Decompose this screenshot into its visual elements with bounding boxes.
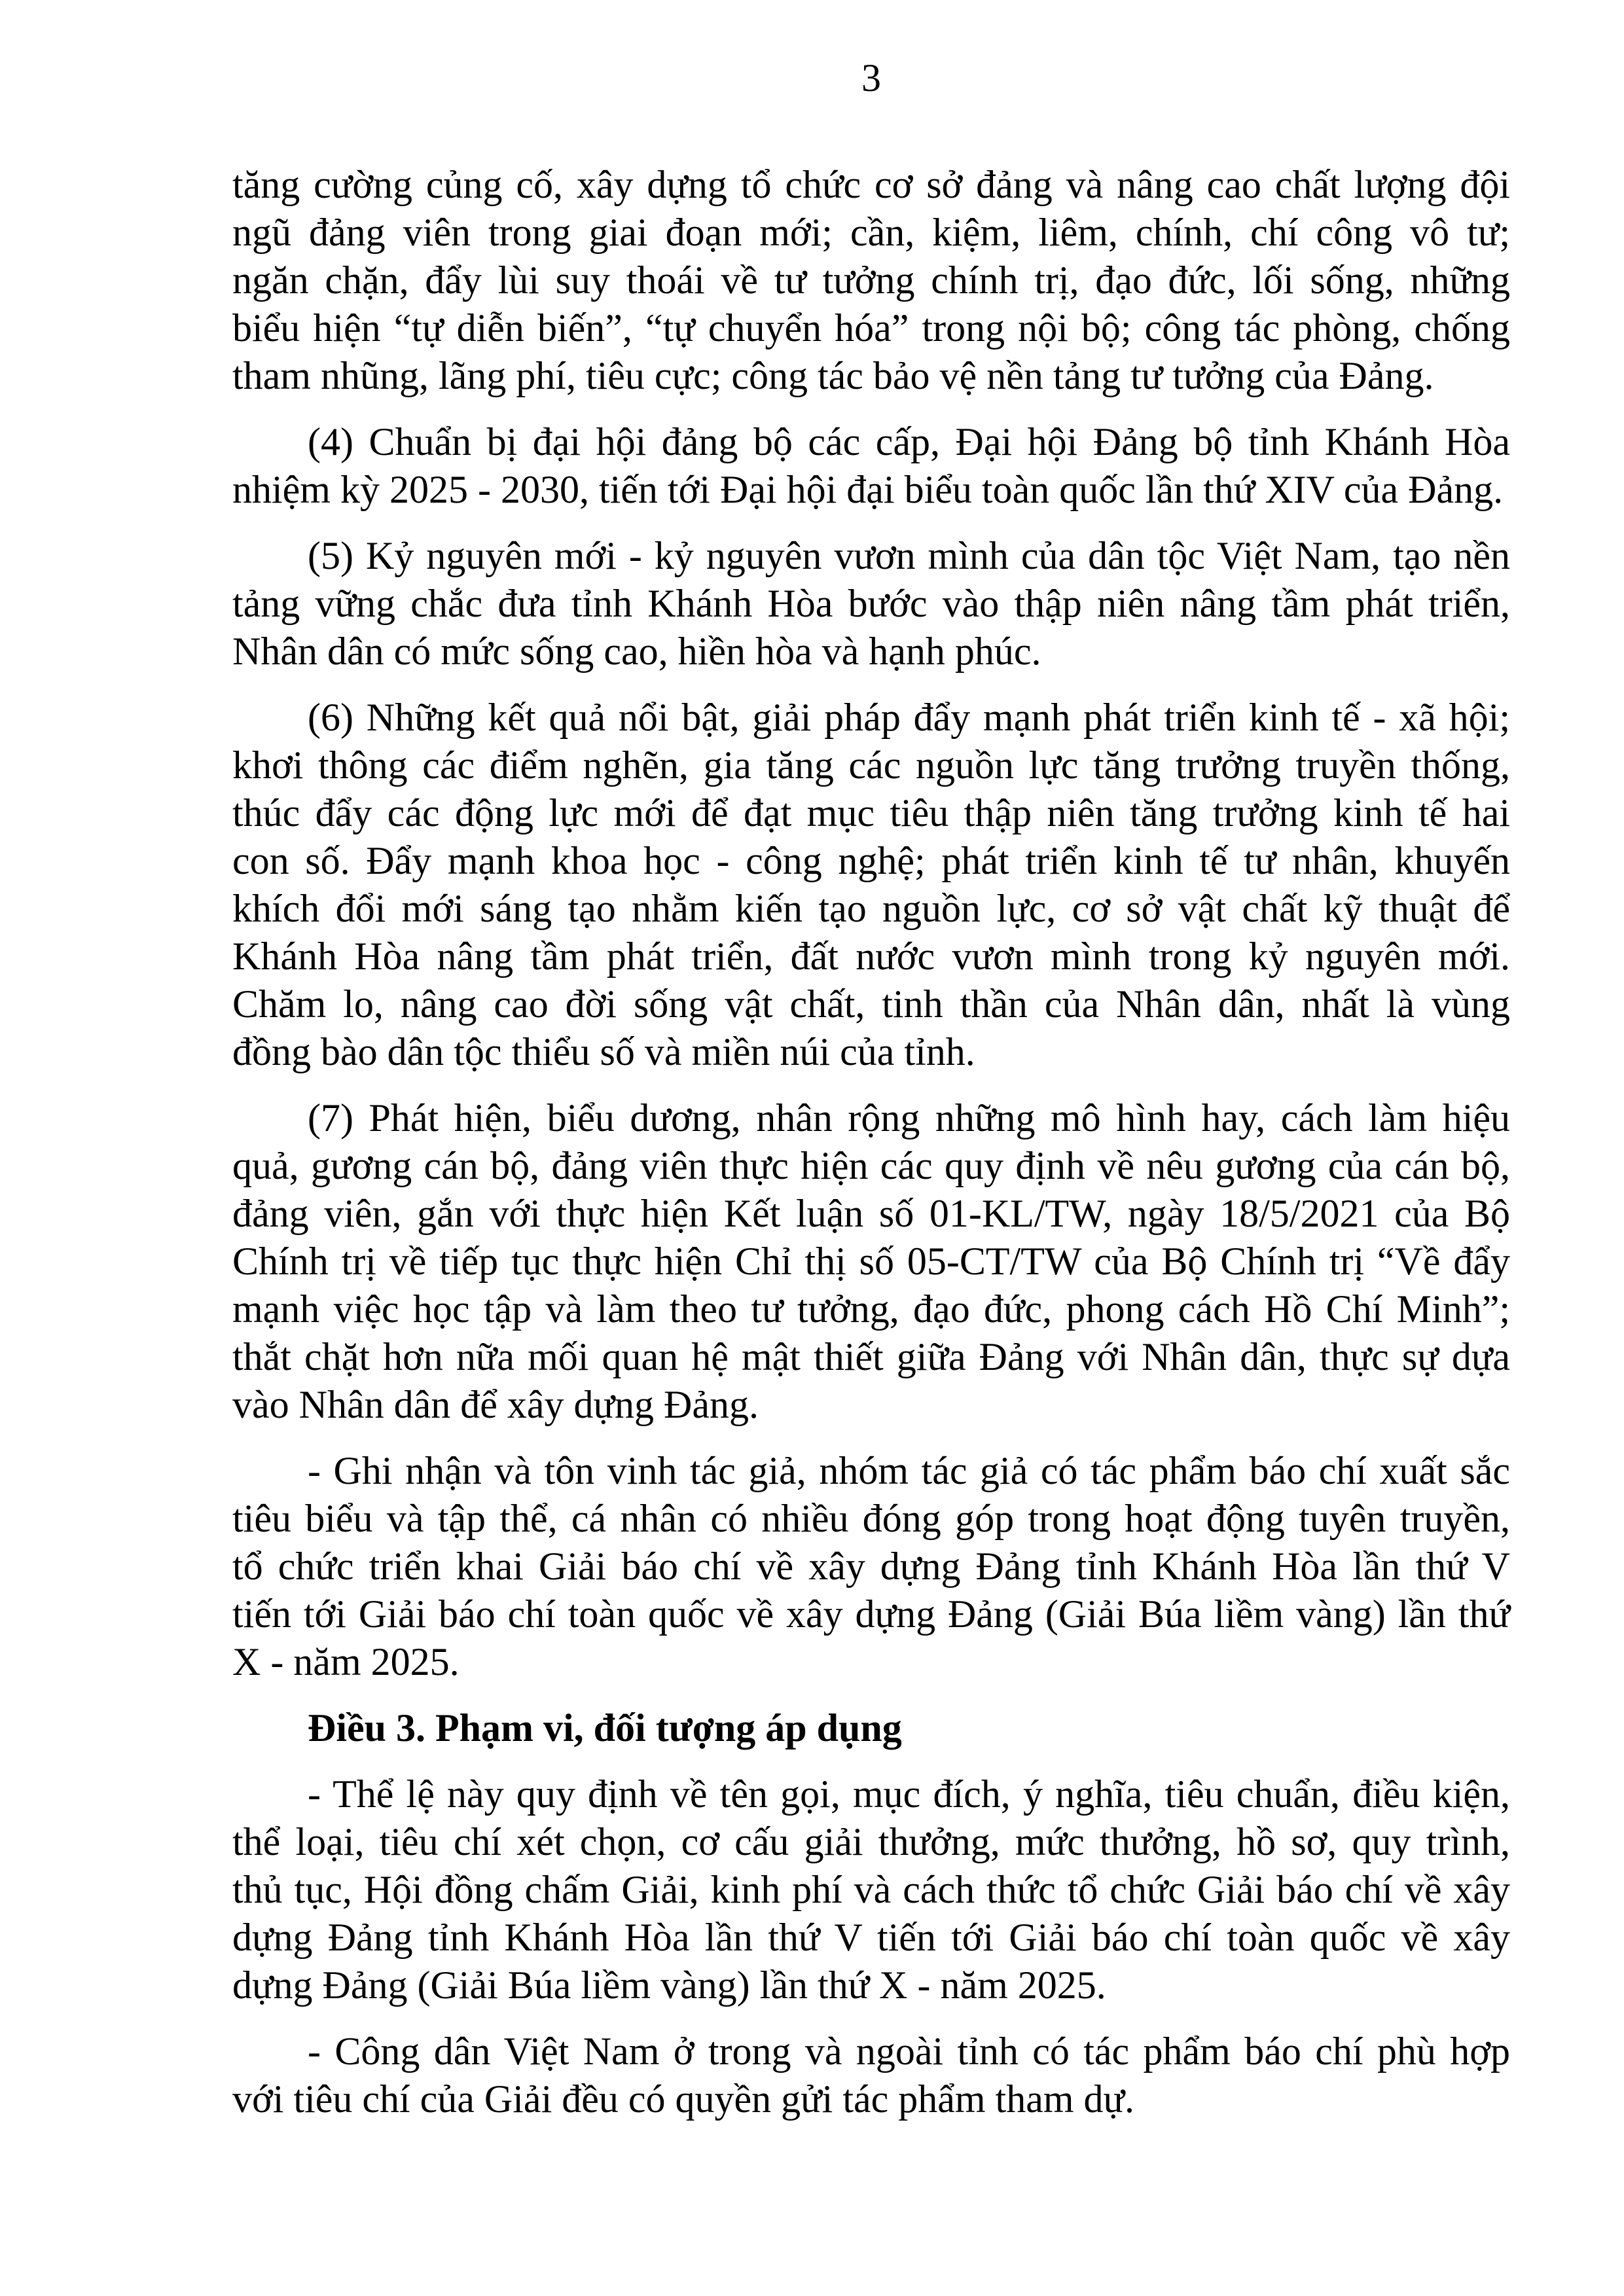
text-line: X - năm 2025. bbox=[232, 1640, 460, 1683]
paragraph bbox=[232, 2028, 1510, 2123]
text-line: tảng vững chắc đưa tỉnh Khánh Hòa bước vào thập niên nâng tầm phát triển, bbox=[232, 582, 1510, 625]
paragraph bbox=[232, 161, 1510, 400]
text-line: đồng bào dân tộc thiểu số và miền núi của tỉnh. bbox=[232, 1030, 975, 1073]
paragraph bbox=[232, 418, 1510, 514]
text-line: tăng cường củng cố, xây dựng tổ chức cơ sở đảng và nâng cao chất lượng đội bbox=[232, 163, 1510, 206]
text-line: con số. Đẩy mạnh khoa học - công nghệ; phát triển kinh tế tư nhân, khuyến bbox=[232, 839, 1510, 882]
text-line: tổ chức triển khai Giải báo chí về xây dựng Đảng tỉnh Khánh Hòa lần thứ V bbox=[232, 1545, 1510, 1588]
text-line: biểu hiện “tự diễn biến”, “tự chuyển hóa” trong nội bộ; công tác phòng, chống bbox=[232, 306, 1510, 350]
text-line: (5) Kỷ nguyên mới - kỷ nguyên vươn mình của dân tộc Việt Nam, tạo nền bbox=[308, 534, 1510, 577]
text-line: tiêu biểu và tập thể, cá nhân có nhiều đóng góp trong hoạt động tuyên truyền, bbox=[232, 1497, 1510, 1540]
text-line: (7) Phát hiện, biểu dương, nhân rộng những mô hình hay, cách làm hiệu bbox=[308, 1096, 1510, 1139]
text-line: tham nhũng, lãng phí, tiêu cực; công tác bảo vệ nền tảng tư tưởng của Đảng. bbox=[232, 354, 1434, 397]
text-line: quả, gương cán bộ, đảng viên thực hiện các quy định về nêu gương của cán bộ, bbox=[232, 1144, 1510, 1187]
text-line: khơi thông các điểm nghẽn, gia tăng các nguồn lực tăng trưởng truyền thống, bbox=[232, 744, 1510, 787]
paragraph bbox=[232, 1094, 1510, 1429]
paragraph bbox=[232, 1447, 1510, 1686]
text-line: thể loại, tiêu chí xét chọn, cơ cấu giải thưởng, mức thưởng, hồ sơ, quy trình, bbox=[232, 1820, 1510, 1863]
text-line: (4) Chuẩn bị đại hội đảng bộ các cấp, Đại hội Đảng bộ tỉnh Khánh Hòa bbox=[308, 420, 1510, 463]
text-line: - Thể lệ này quy định về tên gọi, mục đích, ý nghĩa, tiêu chuẩn, điều kiện, bbox=[308, 1772, 1510, 1816]
text-line: thắt chặt hơn nữa mối quan hệ mật thiết giữa Đảng với Nhân dân, thực sự dựa bbox=[232, 1335, 1510, 1378]
text-line: ngũ đảng viên trong giai đoạn mới; cần, kiệm, liêm, chính, chí công vô tư; bbox=[232, 211, 1510, 254]
text-line: - Ghi nhận và tôn vinh tác giả, nhóm tác giả có tác phẩm báo chí xuất sắc bbox=[308, 1449, 1510, 1492]
text-line: Chăm lo, nâng cao đời sống vật chất, tinh thần của Nhân dân, nhất là vùng bbox=[232, 982, 1510, 1026]
text-line: vào Nhân dân để xây dựng Đảng. bbox=[232, 1383, 759, 1426]
text-line: - Công dân Việt Nam ở trong và ngoài tỉnh có tác phẩm báo chí phù hợp bbox=[308, 2030, 1510, 2073]
text-line: dựng Đảng (Giải Búa liềm vàng) lần thứ X - năm 2025. bbox=[232, 1964, 1106, 2007]
text-line: mạnh việc học tập và làm theo tư tưởng, đạo đức, phong cách Hồ Chí Minh”; bbox=[232, 1287, 1510, 1331]
text-line: tiến tới Giải báo chí toàn quốc về xây dựng Đảng (Giải Búa liềm vàng) lần thứ bbox=[232, 1592, 1510, 1636]
text-line: Khánh Hòa nâng tầm phát triển, đất nước vươn mình trong kỷ nguyên mới. bbox=[232, 935, 1510, 978]
section-heading bbox=[232, 1704, 1510, 1752]
text-line: Chính trị về tiếp tục thực hiện Chỉ thị số 05-CT/TW của Bộ Chính trị “Về đẩy bbox=[232, 1240, 1510, 1283]
paragraph bbox=[232, 694, 1510, 1076]
document-body bbox=[232, 161, 1510, 2142]
paragraph bbox=[232, 532, 1510, 675]
text-line: đảng viên, gắn với thực hiện Kết luận số 01-KL/TW, ngày 18/5/2021 của Bộ bbox=[232, 1192, 1510, 1235]
text-line: Nhân dân có mức sống cao, hiền hòa và hạnh phúc. bbox=[232, 630, 1041, 673]
text-line: khích đổi mới sáng tạo nhằm kiến tạo nguồn lực, cơ sở vật chất kỹ thuật để bbox=[232, 887, 1510, 930]
text-line: Điều 3. Phạm vi, đối tượng áp dụng bbox=[308, 1706, 902, 1749]
text-line: thúc đẩy các động lực mới để đạt mục tiêu thập niên tăng trưởng kinh tế hai bbox=[232, 791, 1510, 834]
text-line: dựng Đảng tỉnh Khánh Hòa lần thứ V tiến tới Giải báo chí toàn quốc về xây bbox=[232, 1916, 1510, 1959]
text-line: với tiêu chí của Giải đều có quyền gửi tác phẩm tham dự. bbox=[232, 2077, 1135, 2121]
text-line: (6) Những kết quả nổi bật, giải pháp đẩy mạnh phát triển kinh tế - xã hội; bbox=[308, 696, 1510, 739]
text-line: nhiệm kỳ 2025 - 2030, tiến tới Đại hội đại biểu toàn quốc lần thứ XIV của Đảng. bbox=[232, 468, 1504, 511]
paragraph bbox=[232, 1770, 1510, 2009]
text-line: thủ tục, Hội đồng chấm Giải, kinh phí và cách thức tổ chức Giải báo chí về xây bbox=[232, 1868, 1510, 1911]
page-number: 3 bbox=[861, 56, 881, 99]
text-line: ngăn chặn, đẩy lùi suy thoái về tư tưởng chính trị, đạo đức, lối sống, những bbox=[232, 259, 1510, 302]
